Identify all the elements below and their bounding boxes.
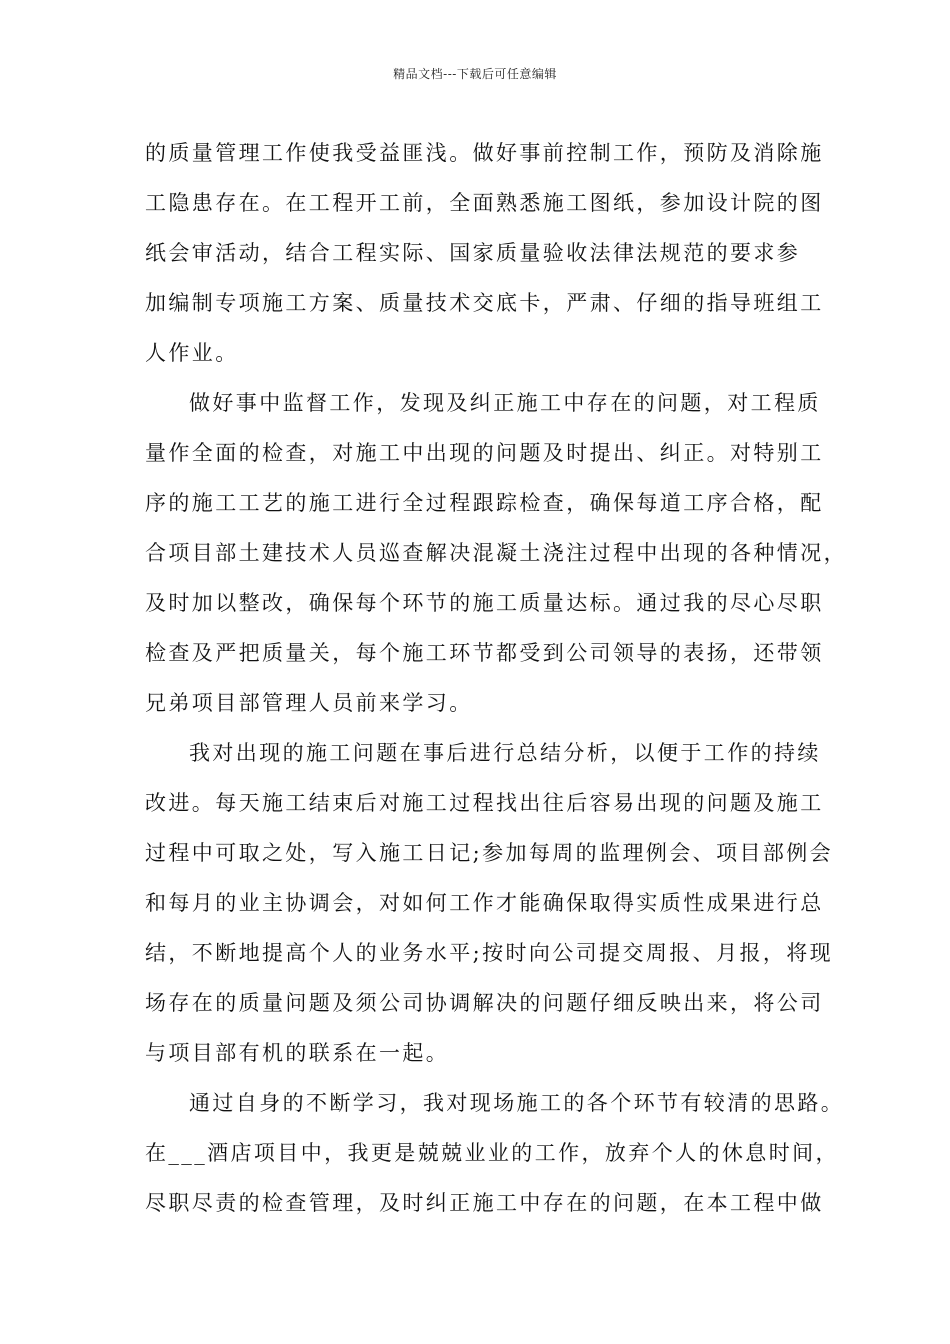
text-line: 做好事中监督工作，发现及纠正施工中存在的问题，对工程质 [189, 391, 821, 415]
text-line: 量作全面的检查，对施工中出现的问题及时提出、纠正。对特别工 [145, 441, 824, 465]
text-line: 和每月的业主协调会，对如何工作才能确保取得实质性成果进行总 [145, 891, 824, 915]
text-line: 通过自身的不断学习，我对现场施工的各个环节有较清的思路。 [189, 1091, 845, 1115]
text-line: 兄弟项目部管理人员前来学习。 [145, 691, 473, 715]
paragraph-4 [145, 1078, 845, 1228]
text-line: 检查及严把质量关，每个施工环节都受到公司领导的表扬，还带领 [145, 641, 824, 665]
text-line: 尽职尽责的检查管理，及时纠正施工中存在的问题，在本工程中做 [145, 1191, 824, 1215]
text-line: 与项目部有机的联系在一起。 [145, 1041, 450, 1065]
text-line: 场存在的质量问题及须公司协调解决的问题仔细反映出来，将公司 [145, 991, 824, 1015]
text-line: 合项目部土建技术人员巡查解决混凝土浇注过程中出现的各种情况， [145, 541, 847, 565]
text-line: 我对出现的施工问题在事后进行总结分析，以便于工作的持续 [189, 741, 821, 765]
paragraph-3 [145, 728, 834, 1078]
text-line: 结，不断地提高个人的业务水平;按时向公司提交周报、月报，将现 [145, 941, 834, 965]
text-line: 在___酒店项目中，我更是兢兢业业的工作，放弃个人的休息时间， [145, 1141, 839, 1165]
paragraph-2 [145, 378, 847, 728]
document-body [145, 128, 847, 1228]
text-line: 加编制专项施工方案、质量技术交底卡，严肃、仔细的指导班组工 [145, 291, 824, 315]
text-line: 纸会审活动，结合工程实际、国家质量验收法律法规范的要求参 [145, 241, 801, 265]
text-line: 改进。每天施工结束后对施工过程找出往后容易出现的问题及施工 [145, 791, 824, 815]
paragraph-1 [145, 128, 824, 378]
text-line: 工隐患存在。在工程开工前，全面熟悉施工图纸，参加设计院的图 [145, 191, 824, 215]
text-line: 的质量管理工作使我受益匪浅。做好事前控制工作，预防及消除施 [145, 141, 824, 165]
text-line: 人作业。 [145, 341, 239, 365]
text-line: 序的施工工艺的施工进行全过程跟踪检查，确保每道工序合格，配 [145, 491, 824, 515]
text-line: 过程中可取之处，写入施工日记;参加每周的监理例会、项目部例会 [145, 841, 834, 865]
page-header: 精品文档---下载后可任意编辑 [393, 67, 557, 81]
text-line: 及时加以整改，确保每个环节的施工质量达标。通过我的尽心尽职 [145, 591, 824, 615]
